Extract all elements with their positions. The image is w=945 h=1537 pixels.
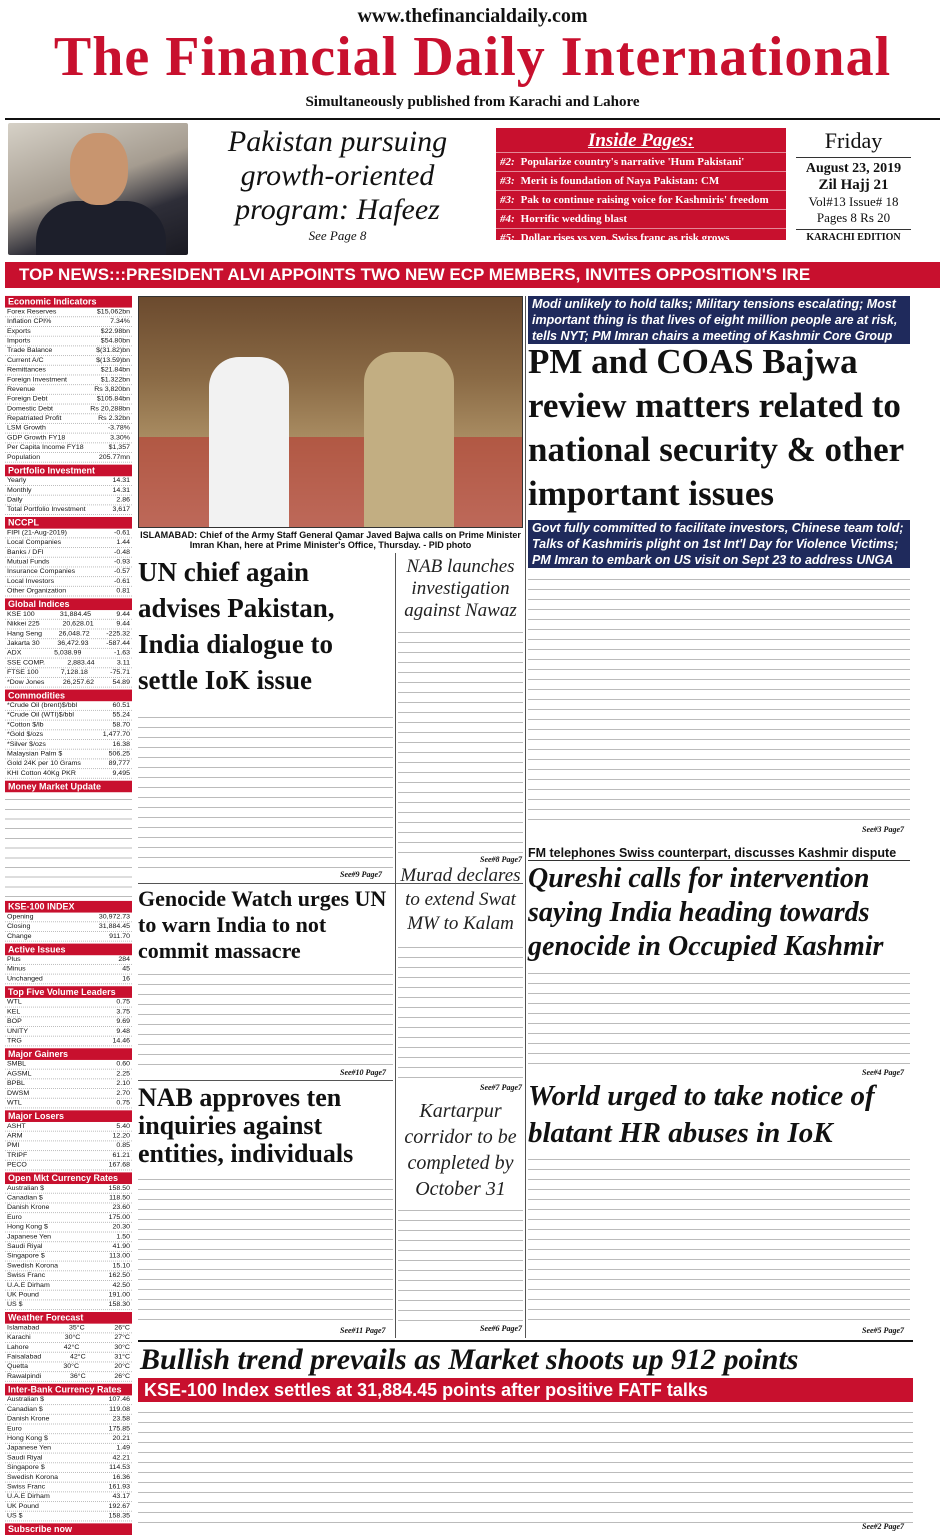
sidebar-section-title: Commodities	[5, 690, 132, 702]
murad-body	[398, 940, 523, 1080]
market-sidebar	[5, 294, 132, 1535]
nab1-headline[interactable]: NAB launches investigation against Nawaz	[404, 556, 517, 621]
sidebar-row: BPBL 2.10	[7, 1080, 130, 1088]
sidebar-row: TRG 14.46	[7, 1037, 130, 1045]
sidebar-row: AGSML 2.25	[7, 1070, 130, 1078]
sidebar-section-title: KSE-100 INDEX	[5, 901, 132, 913]
sidebar-row: Rawalpindi 36°C 26°C	[7, 1373, 130, 1380]
qureshi-headline[interactable]: Qureshi calls for intervention saying India heading towards genocide in Occupied Kashmir	[528, 863, 884, 962]
weekday: Friday	[824, 128, 883, 153]
sidebar-row: KSE 100 31,884.45 9.44	[5, 610, 132, 620]
divider	[138, 1340, 913, 1342]
sidebar-row: Karachi 30°C 27°C	[5, 1333, 132, 1343]
hafeez-portrait	[8, 123, 188, 255]
world-see[interactable]: See#5 Page7	[862, 1326, 904, 1335]
main-kicker: Modi unlikely to hold talks; Military tensions escalating; Most important thing is that lives of eight million people are at risk, tells NYT; PM Imran chairs a meeting of Kashmir Core Group	[528, 296, 910, 344]
sidebar-row: SMBL 0.60	[7, 1060, 130, 1068]
sidebar-row: *Cotton $/lb 58.70	[7, 721, 130, 729]
sidebar-row: Total Portfolio Investment 3,617	[7, 506, 130, 514]
sidebar-section-title: Inter-Bank Currency Rates	[5, 1384, 132, 1396]
sidebar-row: WTL 0.75	[7, 998, 130, 1006]
sidebar-section-title: Global Indices	[5, 598, 132, 610]
lead-headline: Pakistan pursuing growth-oriented program: Hafeez	[227, 125, 448, 226]
inside-pages-title: Inside Pages:	[587, 130, 695, 151]
market-subhead: KSE-100 Index settles at 31,884.45 points after positive FATF talks	[138, 1378, 913, 1402]
sidebar-row: DWSM 2.70	[7, 1089, 130, 1097]
sidebar-row: Population 205.77mn	[7, 453, 130, 461]
sidebar-section-title: Subscribe now	[5, 1523, 132, 1535]
nab2-body	[138, 1172, 393, 1324]
sidebar-row: Exports $22.98bn	[7, 327, 130, 335]
sidebar-row: Inflation CPI% 7.34%	[7, 318, 130, 326]
divider	[138, 1080, 393, 1081]
sidebar-row: Singapore $ 113.00	[7, 1252, 130, 1260]
sidebar-row: TRIPF 61.21	[7, 1152, 130, 1159]
sidebar-row: *Silver $/ozs 16.38	[7, 740, 130, 748]
inside-item[interactable]: #2: Popularize country's narrative 'Hum Pakistani'	[496, 152, 786, 171]
sidebar-section-title: Major Gainers	[5, 1048, 132, 1060]
kartarpur-see[interactable]: See#6 Page7	[480, 1324, 522, 1333]
inside-item[interactable]: #5: Dollar rises vs yen, Swiss franc as risk grows	[496, 228, 786, 247]
qureshi-see[interactable]: See#4 Page7	[862, 1068, 904, 1077]
inside-pages-box	[496, 128, 786, 244]
sidebar-row: Danish Krone 23.58	[7, 1415, 130, 1423]
sidebar-row: Remittances $21.84bn	[7, 366, 130, 374]
sidebar-section-title: Active Issues	[5, 944, 132, 956]
sidebar-row: Gold 24K per 10 Grams 89,777	[7, 760, 130, 768]
sidebar-section-title: Top Five Volume Leaders	[5, 986, 132, 998]
nab1-body	[398, 625, 523, 855]
sidebar-row: FIPI (21-Aug-2019) -0.61	[7, 529, 130, 537]
sidebar-row: Trade Balance $(31.82)bn	[7, 347, 130, 355]
sidebar-row: Hong Kong $ 20.30	[7, 1223, 130, 1231]
market-headline[interactable]: Bullish trend prevails as Market shoots up 912 points	[140, 1343, 799, 1376]
sidebar-row: *Dow Jones 26,257.62 54.89	[5, 678, 132, 688]
hijri-date: Zil Hajj 21	[818, 177, 889, 193]
sidebar-row: Plus 284	[7, 956, 130, 963]
sidebar-row: KEL 3.75	[7, 1008, 130, 1016]
sidebar-row: PECO 167.68	[7, 1161, 130, 1169]
sidebar-row: U.A.E Dirham 42.50	[7, 1281, 130, 1289]
sidebar-row: Opening 30,972.73	[7, 913, 130, 921]
sidebar-row: WTL 0.75	[7, 1099, 130, 1107]
sidebar-row: UK Pound 191.00	[7, 1291, 130, 1299]
sidebar-row: Euro 175.85	[7, 1425, 130, 1433]
sidebar-row: Foreign Investment $1.322bn	[7, 376, 130, 384]
tagline: Simultaneously published from Karachi and Lahore	[305, 94, 640, 110]
sidebar-row: ARM 12.20	[7, 1132, 130, 1140]
sidebar-row: Imports $54.80bn	[7, 337, 130, 345]
sidebar-row: *Crude Oil (brent)$/bbl 60.51	[7, 702, 130, 709]
sidebar-row: Australian $ 158.50	[7, 1184, 130, 1192]
sidebar-row: Mutual Funds -0.93	[7, 558, 130, 566]
sidebar-row: Faisalabad 42°C 31°C	[7, 1353, 130, 1361]
sidebar-row: Current A/C $(13.59)bn	[7, 357, 130, 364]
nab2-see[interactable]: See#11 Page7	[340, 1326, 386, 1335]
sidebar-row: Islamabad 35°C 26°C	[5, 1324, 132, 1334]
sidebar-row: Canadian $ 118.50	[7, 1194, 130, 1202]
murad-headline[interactable]: Murad declares to extend Swat MW to Kalam	[400, 865, 521, 934]
sidebar-row: Daily 2.86	[7, 496, 130, 504]
sidebar-row: BOP 9.69	[7, 1018, 130, 1026]
sidebar-row: Euro 175.00	[7, 1214, 130, 1221]
edition: KARACHI EDITION	[796, 229, 911, 243]
sidebar-row: Singapore $ 114.53	[7, 1464, 130, 1472]
sidebar-row: Local Companies 1.44	[7, 539, 130, 547]
sidebar-row: ASHT 5.40	[7, 1122, 130, 1130]
murad-see[interactable]: See#7 Page7	[480, 1083, 522, 1092]
date-block	[796, 128, 911, 243]
sidebar-section-title: Open Mkt Currency Rates	[5, 1172, 132, 1184]
sidebar-row: Hong Kong $ 20.21	[7, 1435, 130, 1442]
top-news-ticker[interactable]: TOP NEWS:::PRESIDENT ALVI APPOINTS TWO NEW ECP MEMBERS, INVITES OPPOSITION'S IRE	[5, 262, 940, 288]
sidebar-row: Saudi Riyal 42.21	[7, 1454, 130, 1462]
sidebar-section-title: NCCPL	[5, 517, 132, 529]
divider	[525, 296, 526, 1338]
sidebar-section-title: Money Market Update	[5, 781, 132, 793]
market-see[interactable]: See#2 Page7	[862, 1522, 904, 1531]
sidebar-row: GDP Growth FY18 3.30%	[7, 434, 130, 442]
pm-coas-photo	[138, 296, 523, 528]
sidebar-row: Revenue Rs 3,820bn	[7, 386, 130, 393]
volume: Vol#13 Issue# 18	[808, 194, 899, 209]
pages-price: Pages 8 Rs 20	[816, 210, 891, 225]
sidebar-row: UNITY 9.48	[7, 1027, 130, 1035]
divider	[395, 553, 396, 1338]
sidebar-row: *Gold $/ozs 1,477.70	[7, 731, 130, 739]
sidebar-row: Australian $ 107.46	[7, 1396, 130, 1404]
sidebar-row: ADX 5,038.99 -1.63	[7, 649, 130, 657]
sidebar-row: Malaysian Palm $ 506.25	[7, 750, 130, 758]
main-body	[528, 572, 910, 824]
sidebar-row: Hang Seng 26,048.72 -225.32	[7, 630, 130, 638]
sidebar-row: Japanese Yen 1.50	[7, 1233, 130, 1241]
un-headline[interactable]: UN chief again advises Pakistan, India dialogue to settle IoK issue	[138, 557, 335, 695]
sidebar-row: US $ 158.30	[7, 1301, 130, 1309]
sidebar-row: Insurance Companies -0.57	[7, 568, 130, 576]
sidebar-row: PMI 0.85	[7, 1142, 130, 1150]
sidebar-row: Forex Reserves $15,062bn	[7, 308, 130, 316]
kartarpur-body	[398, 1203, 523, 1323]
sidebar-row: Danish Krone 23.60	[7, 1204, 130, 1212]
issue-date: August 23, 2019	[796, 157, 911, 177]
un-see[interactable]: See#9 Page7	[340, 870, 382, 879]
sidebar-row: Yearly 14.31	[7, 477, 130, 485]
sidebar-row: US $ 158.35	[7, 1512, 130, 1520]
sidebar-row: Change 911.70	[7, 932, 130, 940]
sidebar-row: Saudi Riyal 41.90	[7, 1243, 130, 1250]
sidebar-row: Monthly 14.31	[7, 486, 130, 494]
kartarpur-headline[interactable]: Kartarpur corridor to be completed by October 31	[404, 1100, 517, 1200]
nab2-headline[interactable]: NAB approves ten inquiries against entities, individuals	[138, 1083, 354, 1168]
world-headline[interactable]: World urged to take notice of blatant HR abuses in IoK	[528, 1080, 875, 1149]
site-url[interactable]: www.thefinancialdaily.com	[357, 5, 588, 27]
qureshi-kicker: FM telephones Swiss counterpart, discusses Kashmir dispute	[528, 846, 910, 861]
sidebar-row: Minus 45	[7, 965, 130, 973]
genocide-body	[138, 967, 393, 1070]
sidebar-row: Local Investors -0.61	[7, 578, 130, 585]
sidebar-row: Closing 31,884.45	[7, 923, 130, 931]
sidebar-row: SSE COMP. 2,883.44 3.11	[5, 659, 132, 669]
genocide-headline[interactable]: Genocide Watch urges UN to warn India to not commit massacre	[138, 886, 387, 963]
masthead: The Financial Daily International	[53, 26, 892, 88]
money-market-table	[5, 792, 132, 899]
main-see[interactable]: See#3 Page7	[862, 825, 904, 834]
sidebar-row: UK Pound 192.67	[7, 1503, 130, 1510]
masthead-rule	[5, 118, 940, 120]
sidebar-row: Quetta 30°C 20°C	[5, 1362, 132, 1372]
main-subdeck: Govt fully committed to facilitate investors, Chinese team told; Talks of Kashmiris plight on 1st Int'l Day for Violence Victims; PM Imran to embark on US visit on Sept 23 to address UNGA	[528, 520, 910, 568]
sidebar-row: *Crude Oil (WTI)$/bbl 55.24	[7, 711, 130, 719]
market-body	[138, 1405, 913, 1523]
sidebar-row: Unchanged 16	[7, 975, 130, 983]
sidebar-section-title: Major Losers	[5, 1110, 132, 1122]
sidebar-row: Foreign Debt $105.84bn	[7, 395, 130, 403]
sidebar-row: U.A.E Dirham 43.17	[7, 1493, 130, 1501]
sidebar-row: Domestic Debt Rs 20,288bn	[7, 405, 130, 413]
sidebar-row: Swedish Korona 15.10	[7, 1262, 130, 1270]
lead-see-page: See Page 8	[308, 228, 367, 243]
sidebar-row: Other Organization 0.81	[7, 587, 130, 595]
sidebar-row: LSM Growth -3.78%	[7, 424, 130, 432]
un-body	[138, 710, 393, 870]
sidebar-row: Japanese Yen 1.49	[7, 1444, 130, 1452]
genocide-see[interactable]: See#10 Page7	[340, 1068, 386, 1077]
nab1-see[interactable]: See#8 Page7	[480, 855, 522, 864]
sidebar-row: Lahore 42°C 30°C	[5, 1343, 132, 1353]
sidebar-row: Canadian $ 119.08	[7, 1406, 130, 1413]
sidebar-section-title: Weather Forecast	[5, 1312, 132, 1324]
sidebar-section-title: Portfolio Investment	[5, 465, 132, 477]
qureshi-body	[528, 966, 910, 1070]
inside-item[interactable]: #3: Pak to continue raising voice for Kashmiris' freedom	[496, 190, 786, 209]
world-body	[528, 1152, 910, 1324]
sidebar-row: FTSE 100 7,128.18 -75.71	[7, 669, 130, 676]
sidebar-row: Jakarta 30 36,472.93 -587.44	[7, 640, 130, 647]
sidebar-row: Banks / DFI -0.48	[7, 548, 130, 556]
sidebar-row: Per Capita Income FY18 $1,357	[7, 444, 130, 452]
sidebar-row: Swedish Korona 16.36	[7, 1473, 130, 1481]
inside-item[interactable]: #4: Horrific wedding blast	[496, 209, 786, 228]
main-headline[interactable]: PM and COAS Bajwa review matters related to national security & other important issues	[528, 342, 904, 513]
inside-item[interactable]: #3: Merit is foundation of Naya Pakistan: CM	[496, 171, 786, 190]
sidebar-row: Swiss Franc 162.50	[7, 1272, 130, 1280]
photo-caption: ISLAMABAD: Chief of the Army Staff General Qamar Javed Bajwa calls on Prime Minister Imran Khan, here at Prime Minister's Office, Thursday. - PID photo	[140, 530, 521, 550]
sidebar-row: Nikkei 225 20,628.01 9.44	[7, 620, 130, 628]
sidebar-row: KHI Cotton 40Kg PKR 9,495	[7, 770, 130, 777]
sidebar-row: Repatriated Profit Rs 2.32bn	[7, 415, 130, 422]
sidebar-row: Swiss Franc 161.93	[7, 1483, 130, 1491]
sidebar-section-title: Economic Indicators	[5, 296, 132, 308]
